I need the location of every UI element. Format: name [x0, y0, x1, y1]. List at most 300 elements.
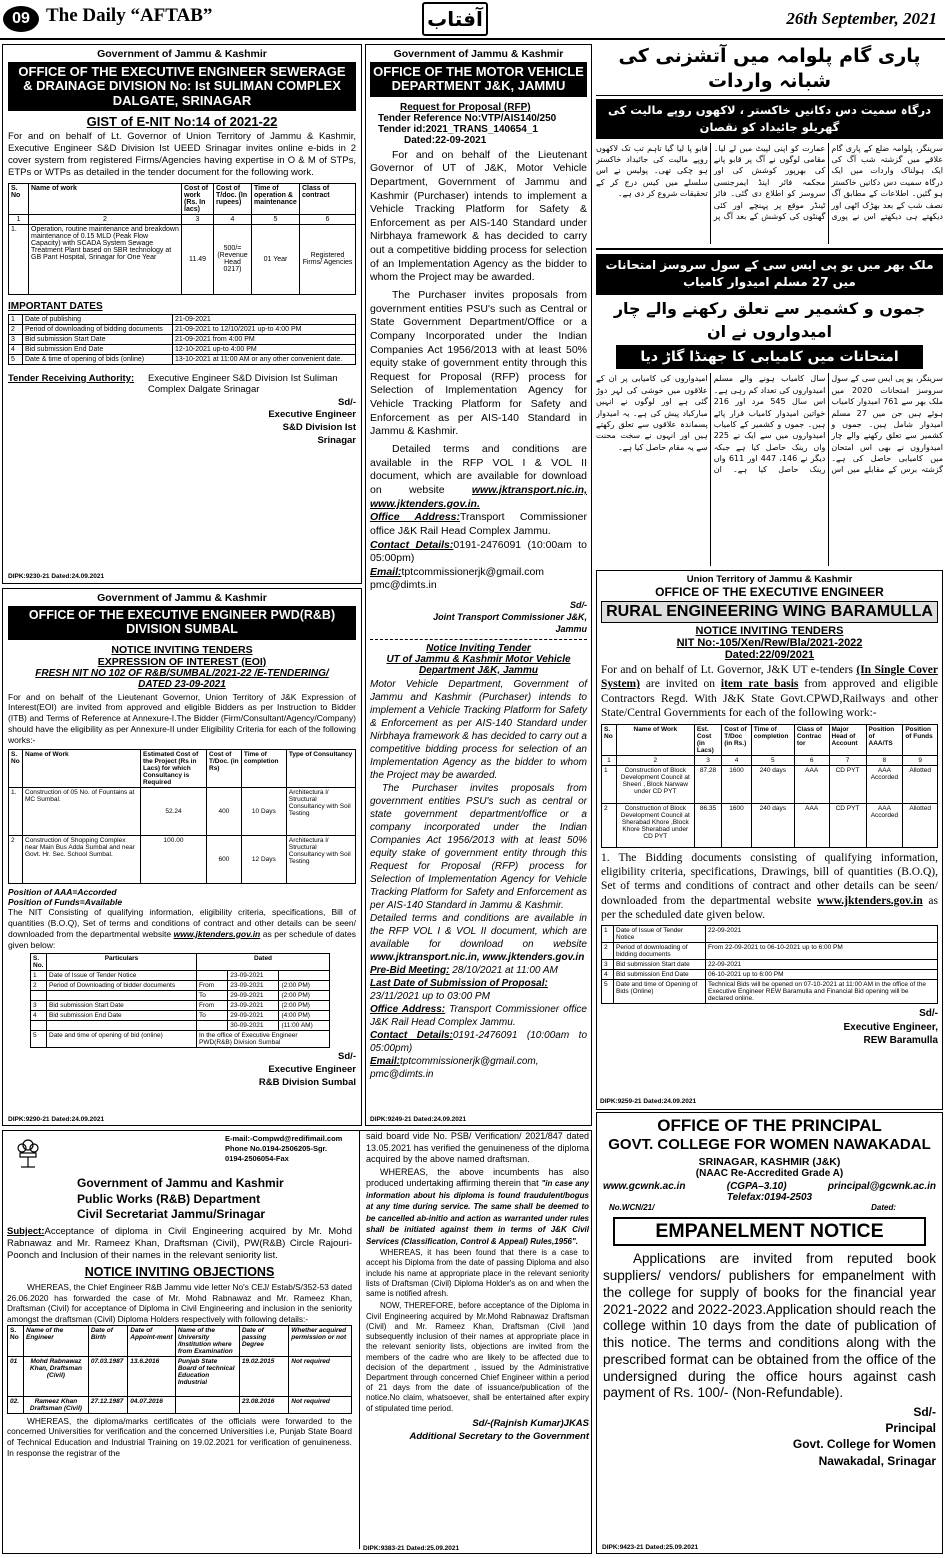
paragraph: NOW, THEREFORE, before acceptance of the Diploma in Civil Engineering acquired by Mr.Mohd Rabnawaz Draftsman (Civil) and Mr. Rameez Khan, Draftsman (Civil )and subsequently inclusion of their names at appropriate place in the relevant seniority lists, objections are invited from the members of the cadre who are likely to be affected due to decision of the department , issued by the Administrative Department through concerned Chief Engineer within a period of 21 days from the date of issuance/publication of the notice.No claim, whatsoever, shall be entertained after expiry of stipulated time period. — [366, 1301, 589, 1413]
reference-number: No.WCN/21/ — [609, 1203, 655, 1213]
news-subheadline: امتحانات میں کامیابی کا جھنڈا گاڑ دیا — [616, 345, 923, 369]
prebid-date: 28/10/2021 at 11:00 AM — [452, 964, 558, 976]
col-head: Cost of T/Doc. (in Rs) — [207, 749, 242, 787]
page-number: 09 — [3, 6, 39, 32]
table-cell: (2:00 PM) — [279, 1001, 330, 1011]
col-head: Time of operation & maintenance — [252, 183, 300, 214]
table-cell: AAA Accorded — [866, 765, 903, 803]
tender-id: Tender id:2021_TRANS_140654_1 — [378, 123, 538, 135]
college-website-link[interactable]: www.gcwnk.ac.in — [603, 1181, 686, 1193]
col-num: 2 — [29, 214, 182, 224]
col-head: Est. Cost (in Lacs) — [694, 724, 721, 755]
dipk-number: DIPK:9383-21 Dated:25.09.2021 — [363, 1545, 460, 1552]
table-cell — [47, 991, 197, 1001]
tender-website-link[interactable]: www.jktenders.gov.in. — [370, 497, 480, 510]
sign-line: Sd/- — [338, 396, 356, 408]
table-cell: 240 days — [751, 765, 794, 803]
tender-website-link[interactable]: www.jktenders.gov.in — [173, 928, 261, 939]
table-cell: 52.24 — [141, 787, 207, 835]
contact-fax: 0194-2506054-Fax — [225, 1153, 289, 1163]
table-cell: 23-09-2021 — [228, 1001, 279, 1011]
col-head: Cost of T/Doc (in Rs.) — [722, 724, 752, 755]
table-cell: Date and time of Opening of Bids (Online) — [614, 980, 706, 1004]
col-num: 4 — [214, 214, 252, 224]
col-num: 4 — [722, 755, 752, 765]
sign-line: Sd/-(Rajnish Kumar)JKAS — [472, 1417, 589, 1429]
table-cell: Bid submission End Date — [47, 1011, 197, 1021]
pwd-left-column — [7, 1134, 352, 1458]
paragraph: WHEREAS, it has been found that there is a case to accept his Diploma from the date of passing Diploma and also include his name at appropriate place in the relevant seniority lists of Draftsman (Civil) Diploma Holder's as on and when the same is notified afresh. — [366, 1248, 589, 1299]
body-text: The NIT Consisting of qualifying information, eligibility criteria, specifications, Bill of quantities (B.O.Q), Set of terms and conditions of contract and other details can be seen/ downloaded from the departmental website — [8, 906, 356, 939]
nit-number: FRESH NIT NO 102 OF R&B/SUMBAL/2021-22 /E-TENDERING/ — [35, 667, 329, 679]
contact-label: Contact Details: — [370, 538, 454, 551]
last-date-label: Last Date of Submission of Proposal: — [370, 977, 548, 989]
table-cell — [279, 971, 330, 981]
table-cell: 600 — [207, 835, 242, 883]
gov-heading: Government of Jammu & Kashmir — [97, 592, 267, 604]
col-num: 6 — [794, 755, 829, 765]
table-cell: 500/= (Revenue Head 0217) — [214, 224, 252, 294]
transport-website-link[interactable]: www.jktransport.nic.in, — [471, 483, 588, 496]
notice-subtitle: UT of Jammu & Kashmir Motor Vehicle Department J&K, Jammu — [386, 653, 571, 676]
table-cell: AAA — [794, 803, 829, 847]
table-cell: 1 — [31, 971, 47, 981]
sign-line: R&B Division Sumbal — [258, 1077, 356, 1088]
dates-table — [8, 314, 356, 365]
college-email-link[interactable]: principal@gcwnk.ac.in — [827, 1181, 936, 1193]
table-cell: Allotted — [903, 765, 938, 803]
sign-line: Sd/- — [913, 1405, 936, 1419]
col-num: 6 — [300, 214, 356, 224]
intro-e: from approved and eligible Contractors Regd. With J&K State Govt.CPWD,Railways and other State/Central Governments for each of the following work:- — [601, 678, 939, 720]
office-heading: OFFICE OF THE PRINCIPAL — [657, 1116, 882, 1135]
table-cell: Period of downloading of bidding documents — [23, 324, 173, 334]
col-head: Type of Consultancy — [286, 749, 355, 787]
sign-line: Additional Secretary to the Government — [409, 1430, 589, 1442]
notice-title: NOTICE INVITING OBJECTIONS — [84, 1265, 275, 1280]
table-cell — [197, 971, 228, 981]
col-head: Name of Work — [23, 749, 141, 787]
table-cell: Not required — [289, 1356, 352, 1396]
cover-system: (In Single Cover System) — [601, 664, 939, 691]
table-cell: Technical Bids will be opened on 07-10-2021 at 11:00 AM in the office of the Executive Engineer REW Baramulla and Financial Bid opening will be declared online. — [706, 980, 938, 1004]
sign-line: Srinagar — [317, 434, 356, 446]
table-cell: 2 — [602, 803, 617, 847]
table-cell: 1 — [602, 926, 614, 943]
paragraph: WHEREAS, the diploma/marks certificates of the officials were forwarded to the concerned Universities for verification and the concerned Universities i.e, Punjab State Board of Technical Education and Industrial Training on 19.02.2021 for verification of genuineness. In response the registrar of the — [7, 1415, 352, 1458]
col-head: Position of AAA/TS — [866, 724, 903, 755]
table-cell: 21-09-2021 from 4:00 PM — [173, 334, 356, 344]
naac-grade: (NAAC Re-Accredited Grade A) — [695, 1168, 844, 1180]
table-cell: 30-09-2021 — [228, 1021, 279, 1031]
table-cell: From 22-09-2021 to 06-10-2021 up to 6:00 PM — [706, 943, 938, 960]
table-cell: 240 days — [751, 803, 794, 847]
telefax: Telefax:0194-2503 — [726, 1192, 813, 1204]
table-cell: To — [197, 1011, 228, 1021]
sign-line: Sd/- — [338, 1051, 356, 1063]
intro-c: are invited on — [645, 678, 716, 691]
table-cell: 2 — [9, 324, 23, 334]
prebid-label: Pre-Bid Meeting: — [370, 964, 450, 976]
table-cell: 10 Days — [241, 787, 286, 835]
col-num: 8 — [866, 755, 903, 765]
authority-text: Executive Engineer S&D Division Ist Suliman Complex Dalgate Srinagar — [148, 372, 338, 395]
table-cell: 19.02.2015 — [239, 1356, 288, 1396]
table-cell: To — [197, 991, 228, 1001]
table-cell: AAA — [794, 765, 829, 803]
table-cell: CD PYT — [829, 765, 866, 803]
news-subheadline: درگاہ سمیت دس دکانیں خاکستر ، لاکھوں روپے مالیت کی گھریلو جائیداد کو نقصان — [596, 99, 943, 138]
contact-label: Contact Details: — [370, 1029, 453, 1041]
table-cell: Rameez Khan Draftsman (Civil) — [24, 1396, 89, 1413]
col-head: Time of completion — [751, 724, 794, 755]
table-cell: 01 Year — [252, 224, 300, 294]
works-table — [8, 183, 356, 295]
sign-line: Executive Engineer, — [843, 1021, 938, 1033]
table-cell: 3 — [9, 334, 23, 344]
table-cell: 12-10-2021 up-to 4:00 PM — [173, 344, 356, 354]
contact-text: 0191-2476091 (10:00am to 05:00pm) — [370, 1029, 588, 1054]
table-cell: 01 — [8, 1356, 24, 1396]
sign-line: Executive Engineer — [268, 409, 356, 421]
col-head: Name of work — [29, 183, 182, 214]
dipk-number: DIPK:9249-21 Dated:24.09.2021 — [370, 1116, 467, 1123]
sign-line: Principal — [885, 1421, 936, 1436]
table-cell: Date of Issue of Tender Notice — [47, 971, 197, 981]
col-num: 5 — [751, 755, 794, 765]
table-cell: 22-09-2021 — [706, 926, 938, 943]
table-cell: Operation, routine maintenance and breakdown maintenance of 0.15 MLD (Peak Flow Capacity) with SCADA System Sewage Treatment Plant based on SBR technology at GB Pant Hospital, Srinagar for One Year — [29, 224, 182, 294]
funds-position: Position of Funds=Available — [8, 896, 123, 907]
col-head: Position of Funds — [903, 724, 938, 755]
secretariat-heading: Civil Secretariat Jammu/Srinagar — [77, 1207, 266, 1222]
news-body: سرینگر، یو پی ایس سی کے سول سروسز امتحانات 2020 میں ملک بھر سے 761 امیدوار کامیاب ہوئے ہیں جن میں 27 مسلم امیدوار شامل ہیں۔ جموں و کشمیر سے تعلق رکھنے والے چار امیدواروں نے بھی اس امتحان میں کامیابی حاصل کی ہے۔ گزشتہ برس کے مقابلے میں اس سال کامیاب ہونے والے مسلم امیدواروں کی تعداد کم رہی ہے۔ اس سال 545 مرد اور 216 خواتین امیدوار کامیاب قرار پائے ہیں۔ جموں و کشمیر کے کامیاب امیدواروں میں سے ایک نے 225 واں رینک حاصل کیا ہے جبکہ دیگر نے 146، 447 اور 611 واں رینک حاصل کیا ہے۔ ان امیدواروں کی کامیابی پر ان کے علاقوں میں خوشی کی لہر دوڑ گئی ہے اور لوگوں نے انہیں مبارکباد پیش کی ہے۔ یہ امیدوار پسماندہ علاقوں سے تعلق رکھتے ہیں اور انہوں نے سخت محنت سے یہ مقام حاصل کیا ہے۔ — [596, 374, 943, 475]
table-cell: 13-10-2021 at 11:00 AM or any other convenient date. — [173, 354, 356, 364]
table-cell: 22-09-2021 — [706, 960, 938, 970]
table-cell: 27.12.1987 — [88, 1396, 127, 1413]
table-cell — [31, 991, 47, 1001]
table-cell: AAA Accorded — [866, 803, 903, 847]
paragraph: said board vide No. PSB/ Verification/ 2021/847 dated 13.05.2021 has verified the genuineness of the diploma acquired by the above named draftsman. — [366, 1131, 589, 1165]
gov-heading: Government of Jammu & Kashmir — [97, 48, 267, 60]
table-cell: 21-09-2021 to 12/10/2021 up-to 4:00 PM — [173, 324, 356, 334]
col-head: S. No — [602, 724, 617, 755]
table-cell: (11:00 AM) — [279, 1021, 330, 1031]
pwd-right-column — [359, 1131, 589, 1549]
urdu-news-upsc — [596, 248, 943, 566]
office-banner: OFFICE OF THE MOTOR VEHICLE DEPARTMENT J&K, JAMMU — [370, 62, 587, 97]
notice-title: Notice Inviting Tender — [426, 642, 531, 654]
table-cell: 5 — [31, 1031, 47, 1048]
table-cell: Bid submission Start Date — [47, 1001, 197, 1011]
table-cell: 86.35 — [694, 803, 721, 847]
col-head: Particulars — [47, 954, 197, 971]
paragraph: Motor Vehicle Department, Government of Jammu and Kashmir (Purchaser) intends to implement a Vehicle Tracking Platform for Safety & Enforcement as per AIS-140 Standard under Nirbhaya framework & has decided to carry out a competitive bidding process for selection of an Implementation Agency as the bidder to whom the Project may be awarded. — [370, 678, 587, 781]
table-cell: 5 — [602, 980, 614, 1004]
col-head: Name of the University /Institution where from Examination — [175, 1325, 239, 1356]
table-cell: Date of Issue of Tender Notice — [614, 926, 706, 943]
table-cell: 13.6.2016 — [128, 1356, 176, 1396]
col-head: Date of Appoint-ment — [128, 1325, 176, 1356]
table-cell: 4 — [31, 1011, 47, 1021]
dates-table — [30, 953, 330, 1048]
col-head: Dated — [197, 954, 330, 971]
intro-a: For and on behalf of Lt. Governor, J&K UT e-tenders — [601, 664, 853, 676]
table-cell: 3 — [602, 960, 614, 970]
col-head: Time of completion — [241, 749, 286, 787]
col-head: Cost of work (Rs. In lacs) — [182, 183, 214, 214]
col-head: Name of Work — [616, 724, 694, 755]
paragraph: The Purchaser invites proposals from government entities PSU's such as Central or State Government Department/Office or a Company Incorporated under the Indian Companies Act 1956/2013 with at least 50% equity stake of government entity through this Request for Proposal (RFP) process for Selection of Implementation Agency for Vehicle Tracking Platform for Safety and Enforcement as per AIS-140 Standard in Jammu & Kashmir. — [370, 289, 587, 438]
table-cell: 29-09-2021 — [228, 1011, 279, 1021]
col-num: 3 — [182, 214, 214, 224]
table-cell: 400 — [207, 787, 242, 835]
paragraph: Detailed terms and conditions are available in the RFP VOL I & VOL II document, which are available for download on website — [370, 912, 587, 950]
table-cell: 1600 — [722, 765, 752, 803]
col-num: 1 — [602, 755, 617, 765]
notice-body: Applications are invited from reputed book suppliers/ vendors/ publishers for empanelment with the college for supply of books for the financial year 2021-2022 and 2022-2023.Application should reach the college within 10 days from the date of publication of this notice. The terms and conditions along with the prescribed format can be obtained from the office of the undersigned during the office hours against cash payment of Rs. 100/- (Non-Refundable). — [603, 1251, 936, 1401]
email-text[interactable]: tptcommissionerjk@gmail.com, pmc@dimts.in — [370, 1055, 539, 1080]
table-cell: 29-09-2021 — [228, 991, 279, 1001]
address-label: Office Address: — [370, 511, 461, 524]
rural-engineering-tender-ad — [596, 570, 943, 1110]
paragraph: For and on behalf of the Lieutenant Governor of UT of J&K, Motor Vehicle Department, Government of Jammu and Kashmir (Purchaser) intends to implement a Vehicle Tracking Platform for Safety & Enforcement as per AIS-140 Standard under Nirbhaya framework & has decided to carry out a competitive bidding process for selection of an Implementation Agency as the bidder to whom the Project may be awarded. — [370, 148, 587, 284]
table-cell — [175, 1396, 239, 1413]
email-label: Email: — [370, 565, 402, 578]
paragraph: WHEREAS, the above incumbents has also produced undertaking affirming therein that — [366, 1166, 589, 1189]
gov-heading: Government of Jammu & Kashmir — [393, 48, 564, 60]
contact-phone: Phone No.0194-2506205-Sgr. — [225, 1143, 328, 1153]
table-cell — [47, 1021, 197, 1031]
table-cell: 4 — [602, 970, 614, 980]
table-cell: From — [197, 981, 228, 991]
table-cell: Construction of Block Development Council at Sherabad Khore ,Block Khore Sherabad under CD PYT — [616, 803, 694, 847]
col-num: 2 — [616, 755, 694, 765]
works-table — [601, 724, 938, 848]
news-body: سرینگر، پلوامہ ضلع کے پاری گام علاقے میں گزشتہ شب آگ کی ایک ہولناک واردات میں ایک درگاہ سمیت دس دکانیں خاکستر ہو گئیں۔ اطلاعات کے مطابق آگ نصف شب کے بعد بھڑک اٹھی اور دیکھتے ہی دیکھتے اس نے پوری عمارت کو اپنی لپیٹ میں لے لیا۔ مقامی لوگوں نے آگ پر قابو پانے کی بھرپور کوشش کی اور محکمہ فائر اینڈ ایمرجنسی سروسز کو اطلاع دی گئی۔ فائر ٹینڈر موقع پر پہنچے اور کئی گھنٹوں کی کوشش کے بعد آگ پر قابو پا لیا گیا تاہم تب تک لاکھوں روپے مالیت کی جائیداد خاکستر ہو چکی تھی۔ پولیس نے اس سلسلے میں کیس درج کر کے تحقیقات شروع کر دی ہے۔ — [596, 143, 943, 221]
table-cell: 1 — [9, 314, 23, 324]
table-cell: Date of publishing — [23, 314, 173, 324]
table-cell: 06-10-2021 up to 6:00 PM — [706, 970, 938, 980]
officials-table — [7, 1325, 352, 1414]
college-empanelment-ad — [596, 1112, 943, 1554]
gist-title: GIST of E-NIT No:14 of 2021-22 — [86, 113, 278, 129]
col-head: Major Head of Account — [829, 724, 866, 755]
motor-vehicle-rfp-ad — [365, 44, 592, 1126]
pwd-objections-ad — [2, 1130, 592, 1554]
table-cell: Architectura l/ Structural Consultancy with Soil Testing — [286, 835, 355, 883]
issue-date: 26th September, 2021 — [786, 9, 937, 28]
col-num: 7 — [829, 755, 866, 765]
col-head: Date of Birth — [88, 1325, 127, 1356]
col-head: Date of passing Degree — [239, 1325, 288, 1356]
table-cell: In the office of Executive Engineer PWD(R&B) Division Sumbal — [197, 1031, 330, 1048]
table-cell: From — [197, 1001, 228, 1011]
email-text[interactable]: tptcommissionerjk@gmail.com pmc@dimts.in — [370, 565, 545, 592]
col-head: S. No — [9, 183, 29, 214]
table-cell: Date and time of opening of bid (online) — [47, 1031, 197, 1048]
dipk-number: DIPK:9290-21 Dated:24.09.2021 — [8, 1116, 105, 1123]
table-cell: 02. — [8, 1396, 24, 1413]
nit-number: NIT No:-105/Xen/Rew/Bla/2021-2022 — [676, 637, 863, 649]
office-banner: OFFICE OF THE EXECUTIVE ENGINEER PWD(R&B) DIVISION SUMBAL — [8, 606, 356, 640]
sign-line: Sd/- — [919, 1008, 938, 1020]
col-head: Class of contract — [300, 183, 356, 214]
intro-text: For and on behalf of the Lieutenant Governor, Union Territory of J&K Expression of Interest(EOI) are invited from approved and eligible Bidders as per Instruction to Bidder (ITB) and Terms of Reference at Annexure-I.The Bidder (Firm/Consultant/Agency/Company) should have the eligibility as per Annexure-II under Eligibility Criteria for each of the following works:- — [8, 691, 356, 745]
address-label: Office Address: — [370, 1003, 446, 1015]
newspaper-name: The Daily “AFTAB” — [46, 5, 213, 26]
dipk-number: DIPK:9423-21 Dated:25.09.2021 — [602, 1544, 699, 1551]
table-cell: 23-09-2021 — [228, 971, 279, 981]
col-head: S. No. — [31, 954, 47, 971]
ut-heading: Union Territory of Jammu & Kashmir — [686, 574, 853, 585]
undertaking-text: "in case any information about his diploma is found fraudulent/bogus at any time during service. The same shall be deemed to be cancelled ab-initio and action as warranted under rules shall be initiated against them in terms of J&K Civil Services (Classification, Control & Appeal) Rules,1956". — [366, 1179, 589, 1246]
dipk-number: DIPK:9230-21 Dated:24.09.2021 — [8, 573, 105, 580]
table-cell: Construction of Block Development Council at Sheeri , Block Narwaw under CD PYT — [616, 765, 694, 803]
table-cell: 07.03.1987 — [88, 1356, 127, 1396]
table-cell: 4 — [9, 344, 23, 354]
intro-text: For and on behalf of Lt. Governor of Union Territory of Jammu & Kashmir, Executive Engineer S&D Division Ist UEED Srinagar invites online e-bids in 2 cover system from registered Firms/Agencies having expertise in O & M of STPs, ETPs or WTPs as detailed in the tender document for the following work. — [8, 130, 356, 179]
paragraph: The Purchaser invites proposals from government entities PSU's such as central or state government department/office or a company incorporated under the Indian Companies Act 1956/2013 with at least 50% equity stake of government entity through this Request for Proposal (RFP) process for Selection of Implementation Agency for Vehicle Tracking Platform for Safety and Enforcement as per AIS-140 Standard in Jammu & Kashmir. — [370, 782, 587, 911]
subject-label: Subject: — [7, 1225, 45, 1237]
sign-line: REW Baramulla — [863, 1035, 938, 1047]
col-num: 5 — [252, 214, 300, 224]
sumbal-tender-ad — [2, 588, 362, 1126]
news-subheadline: جموں و کشمیر سے تعلق رکھنے والے چار امیدواروں نے ان — [613, 298, 926, 341]
table-cell: Period of Downloading of bidder documents — [47, 981, 197, 991]
sewerage-tender-ad — [2, 44, 362, 584]
sign-line: Sd/- — [570, 600, 587, 611]
body-tail: as per schedule of dates given below: — [8, 928, 356, 950]
works-table — [8, 749, 356, 884]
col-head: Name of the Engineer — [24, 1325, 89, 1356]
table-cell: 2 — [31, 981, 47, 991]
subject-text: Acceptance of diploma in Civil Engineering acquired by Mr. Mohd Rabnawaz and Mr. Rameez Khan, Draftsman (Civil), PW(R&B) Circle Rajouri-Poonch and Inclusion of their names in the relevant seniority list. — [7, 1225, 352, 1262]
table-cell: 23-09-2021 — [228, 981, 279, 991]
contact-email[interactable]: E-mail:-Compwd@redifimail.com — [225, 1134, 343, 1143]
table-cell: CD PYT — [829, 803, 866, 847]
col-num: 9 — [903, 755, 938, 765]
table-cell: 04.07.2016 — [128, 1396, 176, 1413]
body-text: 1. The Bidding documents consisting of qualifying information, eligibility criteria, specifications, Drawings, bill of quantities (B.O.Q), Set of terms and conditions of contract and other details can be seen/ downloaded from the departmental website — [601, 851, 938, 907]
college-location: SRINAGAR, KASHMIR (J&K) — [698, 1156, 841, 1169]
table-cell: 3 — [31, 1001, 47, 1011]
wing-banner: RURAL ENGINEERING WING BARAMULLA — [601, 601, 938, 623]
col-head: Estimated Cost of the Project (Rs in Lacs) for which Consultancy is Required — [141, 749, 207, 787]
dates-table — [601, 925, 938, 1004]
table-cell: 23.08.2016 — [239, 1396, 288, 1413]
nit-date: DATED 23-09-2021 — [138, 678, 226, 690]
sign-line: S&D Division Ist — [282, 422, 356, 434]
urdu-news-fire — [596, 44, 943, 244]
table-cell: Not required — [289, 1396, 352, 1413]
table-cell: 12 Days — [241, 835, 286, 883]
table-cell: 1600 — [722, 803, 752, 847]
gov-heading: Government of Jammu and Kashmir — [77, 1176, 284, 1190]
dates-title: IMPORTANT DATES — [8, 300, 103, 312]
dated-label: Dated: — [871, 1203, 896, 1213]
col-head: S. No — [9, 749, 23, 787]
websites-link[interactable]: www.jktransport.nic.in, www.jktenders.gov.in — [370, 951, 585, 963]
tender-ref: Tender Reference No:VTP/AIS140/250 — [378, 112, 557, 124]
authority-label: Tender Receiving Authority: — [8, 372, 135, 384]
table-cell: Date & time of opening of bids (online) — [23, 354, 173, 364]
address-text: Transport Commissioner office J&K Rail Head Complex Jammu. — [370, 511, 588, 537]
address-text: Transport Commissioner office J&K Rail Head Complex Jammu. — [370, 1003, 587, 1028]
last-date: 23/11/2021 up to 03:00 PM — [370, 990, 490, 1002]
rfp-title: Request for Proposal (RFP) — [400, 101, 531, 113]
table-cell: (4:00 PM) — [279, 1011, 330, 1021]
table-cell: 1. — [9, 787, 23, 835]
page-header — [0, 0, 945, 40]
table-cell: Bid submission End Date — [614, 970, 706, 980]
dipk-number: DIPK:9259-21 Dated:24.09.2021 — [600, 1098, 697, 1105]
sign-line: Jammu — [555, 624, 587, 635]
body-tail: as per the scheduled date given below. — [601, 894, 939, 921]
table-cell: Bid submission Start Date — [23, 334, 173, 344]
sign-line: Nawakadal, Srinagar — [818, 1453, 936, 1468]
table-cell: Punjab State Board of technical Education Industrial — [175, 1356, 239, 1396]
table-cell: 1 — [602, 765, 617, 803]
paragraph: Detailed terms and conditions are available in the RFP VOL I & VOL II document, which are available for download on website — [370, 443, 587, 496]
table-cell: Architectura l/ Structural Consultancy with Soil Testing — [286, 787, 355, 835]
newspaper-logo: آفتاب — [422, 2, 488, 36]
eoi-title: EXPRESSION OF INTEREST (EOI) — [97, 655, 267, 668]
office-heading: OFFICE OF THE EXECUTIVE ENGINEER — [655, 585, 884, 599]
dept-heading: Public Works (R&B) Department — [77, 1191, 261, 1206]
sign-line: Executive Engineer — [268, 1064, 356, 1076]
col-num: 3 — [694, 755, 721, 765]
table-cell: Registered Firms/ Agencies — [300, 224, 356, 294]
table-cell: 5 — [9, 354, 23, 364]
table-cell: 11.49 — [182, 224, 214, 294]
table-cell — [31, 1021, 47, 1031]
cgpa: (CGPA–3.10) — [726, 1181, 787, 1193]
col-head: Class of Contrac tor — [794, 724, 829, 755]
col-head: Whether acquired permission or not — [289, 1325, 352, 1356]
tender-date: Dated:22-09-2021 — [404, 134, 487, 146]
table-cell: 21-09-2021 — [173, 314, 356, 324]
table-cell: Allotted — [903, 803, 938, 847]
table-cell: 2 — [602, 943, 614, 960]
email-label: Email: — [370, 1055, 401, 1067]
office-banner: OFFICE OF THE EXECUTIVE ENGINEER SEWERAGE & DRAINAGE DIVISION No: Ist SULIMAN COMPLEX DALGATE, SRINAGAR — [8, 62, 356, 111]
paragraph: WHEREAS, the Chief Engineer R&B Jammu vide letter No's CEJ/ Estab/S/352-53 dated 26.06.2020 has forwarded the case of Mr. Mohd Rabnawaz and Mr. Rameez Khan, Draftsman (Civil) for acceptance of Diploma in Civil Engineering and inclusion in the seniority amongst the draftsman (Civil) Diploma Holders respectively with following details:- — [7, 1282, 352, 1325]
table-cell: 100.00 — [141, 835, 207, 883]
sign-line: Joint Transport Commissioner J&K, — [433, 612, 587, 623]
table-cell: (2:00 PM) — [279, 981, 330, 991]
table-cell: Period of downloading of bidding documents — [614, 943, 706, 960]
news-headline: پاری گام پلوامہ میں آتشزنی کی شبانہ واردات — [596, 44, 943, 96]
notice-title: EMPANELMENT NOTICE — [613, 1217, 926, 1246]
table-cell — [197, 1021, 228, 1031]
news-headline: ملک بھر میں یو پی ایس سی کے سول سروسز امتحانات میں 27 مسلم امیدوار کامیاب — [596, 254, 943, 295]
contact-text: 0191-2476091 (10:00am to 05:00pm) — [370, 538, 587, 565]
tender-website-link[interactable]: www.jktenders.gov.in — [817, 894, 923, 907]
table-cell: Bid submission End Date — [23, 344, 173, 354]
emblem-icon — [15, 1136, 41, 1170]
table-cell: 87.28 — [694, 765, 721, 803]
rate-basis: item rate basis — [720, 678, 799, 691]
col-num: 1 — [9, 214, 29, 224]
notice-title: NOTICE INVITING TENDERS — [111, 643, 253, 656]
sign-line: Govt. College for Women — [792, 1437, 936, 1452]
table-cell: (2:00 PM) — [279, 991, 330, 1001]
table-cell: 1. — [9, 224, 29, 294]
table-cell: Construction of Shopping Complex near Main Bus Adda Sumbal and near Govt. Hr. Sec. School Sumbal. — [23, 835, 141, 883]
table-cell: Construction of 05 No. of Fountains at MC Sumbal. — [23, 787, 141, 835]
aaa-position: Position of AAA=Accorded — [8, 886, 117, 897]
